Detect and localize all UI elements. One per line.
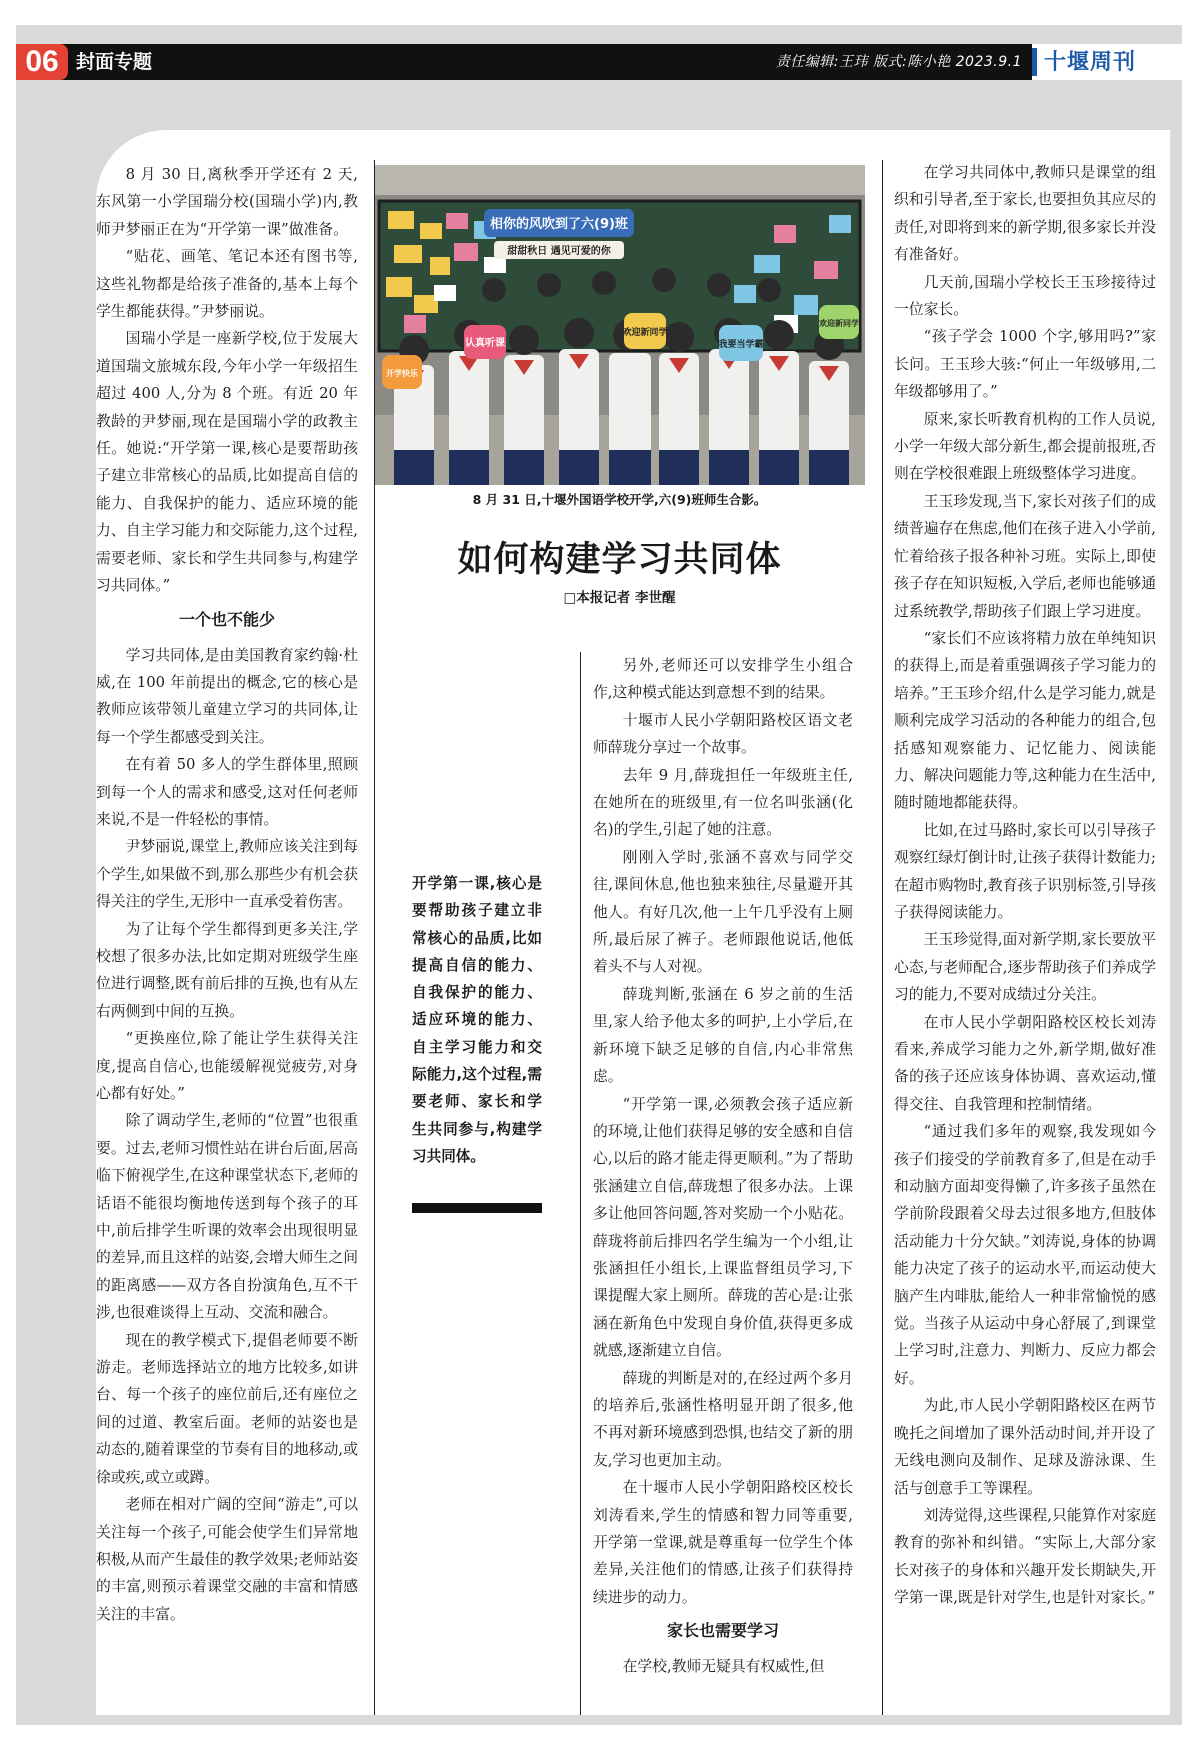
article-paragraph: “更换座位,除了能让学生获得关注度,提高自信心,也能缓解视觉疲劳,对身心都有好处。” bbox=[96, 1030, 358, 1102]
article-paragraph: 刚刚入学时,张涵不喜欢与同学交往,课间休息,他也独来独往,尽量避开其他人。有好几次,他一上午几乎没有上厕所,最后尿了裤子。老师跟他说话,他低着头不与人对视。 bbox=[593, 848, 853, 976]
column-rule-1 bbox=[374, 160, 375, 1715]
article-paragraph: 为了让每个学生都得到更多关注,学校想了很多办法,比如定期对班级学生座位进行调整,既有前后排的互换,也有从左右两侧到中间的互换。 bbox=[96, 920, 358, 1020]
pull-quote-bar bbox=[412, 1203, 542, 1213]
board-sub-text: 甜甜秋日 遇见可爱的你 bbox=[507, 246, 611, 257]
article-paragraph: 十堰市人民小学朝阳路校区语文老师薛珑分享过一个故事。 bbox=[593, 711, 853, 757]
sign-text-4: 欢迎新同学 bbox=[819, 319, 859, 328]
sign-text-1: 认真听课 bbox=[465, 338, 505, 349]
masthead-title: 十堰周刊 bbox=[1044, 49, 1137, 75]
article-paragraph: 在市人民小学朝阳路校区校长刘涛看来,养成学习能力之外,新学期,做好准备的孩子还应该身体协调、喜欢运动,懂得交往、自我管理和控制情绪。 bbox=[894, 1013, 1156, 1113]
col4-body bbox=[894, 159, 1156, 1612]
article-paragraph: 国瑞小学是一座新学校,位于发展大道国瑞文旅城东段,今年小学一年级招生超过 400 人,分为 8 个班。有近 20 年教龄的尹梦丽,现在是国瑞小学的政教主任。她说:“开学第一课,核心是要帮助孩子建立非常核心的品质,比如提高自信的能力、自我保护的能力、适应环境的能力、自主学习能力和交际能力,这个过程,需要老师、家长和学生共同参与,构建学习共同体。” bbox=[96, 330, 358, 595]
article-paragraph: 学习共同体,是由美国教育家约翰·杜威,在 100 年前提出的概念,它的核心是教师应该带领儿童建立学习的共同体,让每一个学生都感受到关注。 bbox=[96, 646, 358, 746]
col1-intro bbox=[96, 161, 358, 600]
article-paragraph: 原来,家长听教育机构的工作人员说,小学一年级大部分新生,都会提前报班,否则在学校很难跟上班级整体学习进度。 bbox=[894, 410, 1156, 483]
article-paragraph: 比如,在过马路时,家长可以引导孩子观察红绿灯倒计时,让孩子获得计数能力;在超市购物时,教育孩子识别标签,引导孩子获得阅读能力。 bbox=[894, 821, 1156, 921]
article-paragraph: 在学校,教师无疑具有权威性,但 bbox=[622, 1658, 825, 1676]
article-paragraph: 除了调动学生,老师的“位置”也很重要。过去,老师习惯性站在讲台后面,居高临下俯视学生,在这种课堂状态下,老师的话语不能很均衡地传送到每个孩子的耳中,前后排学生听课的效率会出现很明显的差异,而且这样的站姿,会增大师生之间的距离感——双方各自扮演角色,互不干涉,也很难谈得上互动、交流和融合。 bbox=[96, 1112, 358, 1322]
page-number: 06 bbox=[16, 44, 68, 80]
article-paragraph: 王玉珍觉得,面对新学期,家长要放平心态,与老师配合,逐步帮助孩子们养成学习的能力,不要对成绩过分关注。 bbox=[894, 931, 1156, 1004]
column-rule-2 bbox=[580, 652, 581, 1715]
article-paragraph: 薛珑判断,张涵在 6 岁之前的生活里,家人给予他太多的呵护,上小学后,在新环境下缺乏足够的自信,内心非常焦虑。 bbox=[593, 985, 853, 1086]
article-column-3 bbox=[593, 652, 853, 1681]
article-column-1 bbox=[96, 161, 358, 1628]
subhead-two: 家长也需要学习 bbox=[666, 1621, 779, 1641]
article-column-4 bbox=[894, 159, 1156, 1612]
article-paragraph: “家长们不应该将精力放在单纯知识的获得上,而是着重强调孩子学习能力的培养。”王玉珍介绍,什么是学习能力,就是顺利完成学习活动的各种能力的组合,包括感知观察能力、记忆能力、阅读能力、解决问题能力等,这种能力在生活中,随时随地都能获得。 bbox=[894, 629, 1156, 812]
article-paragraph: 尹梦丽说,课堂上,教师应该关注到每个学生,如果做不到,那么那些少有机会获得关注的学生,无形中一直承受着伤害。 bbox=[96, 838, 358, 911]
article-paragraph: 8 月 30 日,离秋季开学还有 2 天,东风第一小学国瑞分校(国瑞小学)内,教师尹梦丽正在为“开学第一课”做准备。 bbox=[96, 166, 358, 238]
article-paragraph: 在有着 50 多人的学生群体里,照顾到每一个人的需求和感受,这对任何老师来说,不是一件轻松的事情。 bbox=[96, 756, 358, 828]
article-paragraph: 另外,老师还可以安排学生小组合作,这种模式能达到意想不到的结果。 bbox=[593, 657, 853, 702]
article-paragraph: “通过我们多年的观察,我发现如今孩子们接受的学前教育多了,但是在动手和动脑方面却变得懒了,许多孩子虽然在学前阶段跟着父母去过很多地方,但肢体活动能力十分欠缺。”刘涛说,身体的协调能力决定了孩子的运动水平,而运动使大脑产生内啡肽,能给人一种非常愉悦的感觉。当孩子从运动中身心舒展了,到课堂上学习时,注意力、判断力、反应力都会好。 bbox=[894, 1123, 1156, 1387]
article-paragraph: 刘涛觉得,这些课程,只能算作对家庭教育的弥补和纠错。“实际上,大部分家长对孩子的身体和兴趣开发长期缺失,开学第一课,既是针对学生,也是针对家长。” bbox=[894, 1506, 1156, 1607]
class-photo bbox=[374, 165, 865, 485]
sign-text-3: 我要当学霸 bbox=[718, 340, 764, 350]
pull-quote: 开学第一课,核心是要帮助孩子建立非常核心的品质,比如提高自信的能力、自我保护的能力、适应环境的能力、自主学习能力和交际能力,这个过程,需要老师、家长和学生共同参与,构建学习共同体。 bbox=[412, 875, 542, 1165]
article-paragraph: 现在的教学模式下,提倡老师要不断游走。老师选择站立的地方比较多,如讲台、每一个孩子的座位前后,还有座位之间的过道、教室后面。老师的站姿也是动态的,随着课堂的节奏有目的地移动,或徐或疾,或立或蹲。 bbox=[96, 1331, 358, 1486]
masthead-accent bbox=[1032, 48, 1037, 76]
subhead-one: 一个也不能少 bbox=[178, 609, 275, 629]
page-header bbox=[16, 44, 1182, 80]
article-paragraph: “贴花、画笔、笔记本还有图书等,这些礼物都是给孩子准备的,基本上每个学生都能获得。”尹梦丽说。 bbox=[96, 248, 358, 321]
article-byline: □本报记者 李世醒 bbox=[563, 590, 676, 606]
article-paragraph: 去年 9 月,薛珑担任一年级班主任,在她所在的班级里,有一位名叫张涵(化名)的学生,引起了她的注意。 bbox=[593, 766, 853, 839]
article-paragraph: 在学习共同体中,教师只是课堂的组织和引导者,至于家长,也要担负其应尽的责任,对即将到来的新学期,很多家长并没有准备好。 bbox=[894, 164, 1156, 264]
article-paragraph: 王玉珍发现,当下,家长对孩子们的成绩普遍存在焦虑,他们在孩子进入小学前,忙着给孩子报各种补习班。实际上,即使孩子存在知识短板,入学后,老师也能够通过系统教学,帮助孩子们跟上学习进度。 bbox=[894, 492, 1156, 620]
col3-tail bbox=[593, 1653, 853, 1680]
article-paragraph: 老师在相对广阔的空间“游走”,可以关注每一个孩子,可能会使学生们异常地积极,从而产生最佳的教学效果;老师站姿的丰富,则预示着课堂交融的丰富和情感关注的丰富。 bbox=[96, 1496, 358, 1623]
article-paragraph: 为此,市人民小学朝阳路校区在两节晚托之间增加了课外活动时间,并开设了无线电测向及制作、足球及游泳课、生活与创意手工等课程。 bbox=[894, 1397, 1156, 1497]
board-banner-text: 相你的风吹到了六(9)班 bbox=[490, 217, 628, 232]
sign-text-2: 欢迎新同学 bbox=[622, 328, 668, 338]
column-rule-3 bbox=[882, 160, 883, 1715]
col1-body bbox=[96, 642, 358, 1629]
article-paragraph: 几天前,国瑞小学校长王玉珍接待过一位家长。 bbox=[894, 273, 1156, 319]
editor-credits: 责任编辑:王玮 版式:陈小艳 2023.9.1 bbox=[775, 54, 1022, 70]
article-paragraph: “孩子学会 1000 个字,够用吗?”家长问。王玉珍大骇:“何止一年级够用,二年级都够用了。” bbox=[894, 328, 1156, 401]
article-paragraph: 在十堰市人民小学朝阳路校区校长刘涛看来,学生的情感和智力同等重要,开学第一堂课,就是尊重每一位学生个体差异,关注他们的情感,让孩子们获得持续进步的动力。 bbox=[593, 1479, 853, 1606]
section-title: 封面专题 bbox=[76, 51, 153, 73]
col3-body bbox=[593, 652, 853, 1611]
article-paragraph: 薛珑的判断是对的,在经过两个多月的培养后,张涵性格明显开朗了很多,他不再对新环境感到恐惧,也结交了新的朋友,学习也更加主动。 bbox=[593, 1369, 853, 1469]
article-paragraph: “开学第一课,必须教会孩子适应新的环境,让他们获得足够的安全感和自信心,以后的路才能走得更顺利。”为了帮助张涵建立自信,薛珑想了很多办法。上课多让他回答问题,答对奖励一个小贴花。薛珑将前后排四名学生编为一个小组,让张涵担任小组长,上课监督组员学习,下课提醒大家上厕所。薛珑的苦心是:让张涵在新角色中发现自身价值,获得更多成就感,逐渐建立自信。 bbox=[593, 1095, 853, 1360]
photo-caption: 8 月 31 日,十堰外国语学校开学,六(9)班师生合影。 bbox=[472, 492, 767, 507]
sign-text-5: 开学快乐 bbox=[386, 369, 418, 378]
class-photo-illustration bbox=[374, 165, 865, 485]
article-headline: 如何构建学习共同体 bbox=[457, 539, 782, 580]
masthead bbox=[1032, 44, 1182, 80]
